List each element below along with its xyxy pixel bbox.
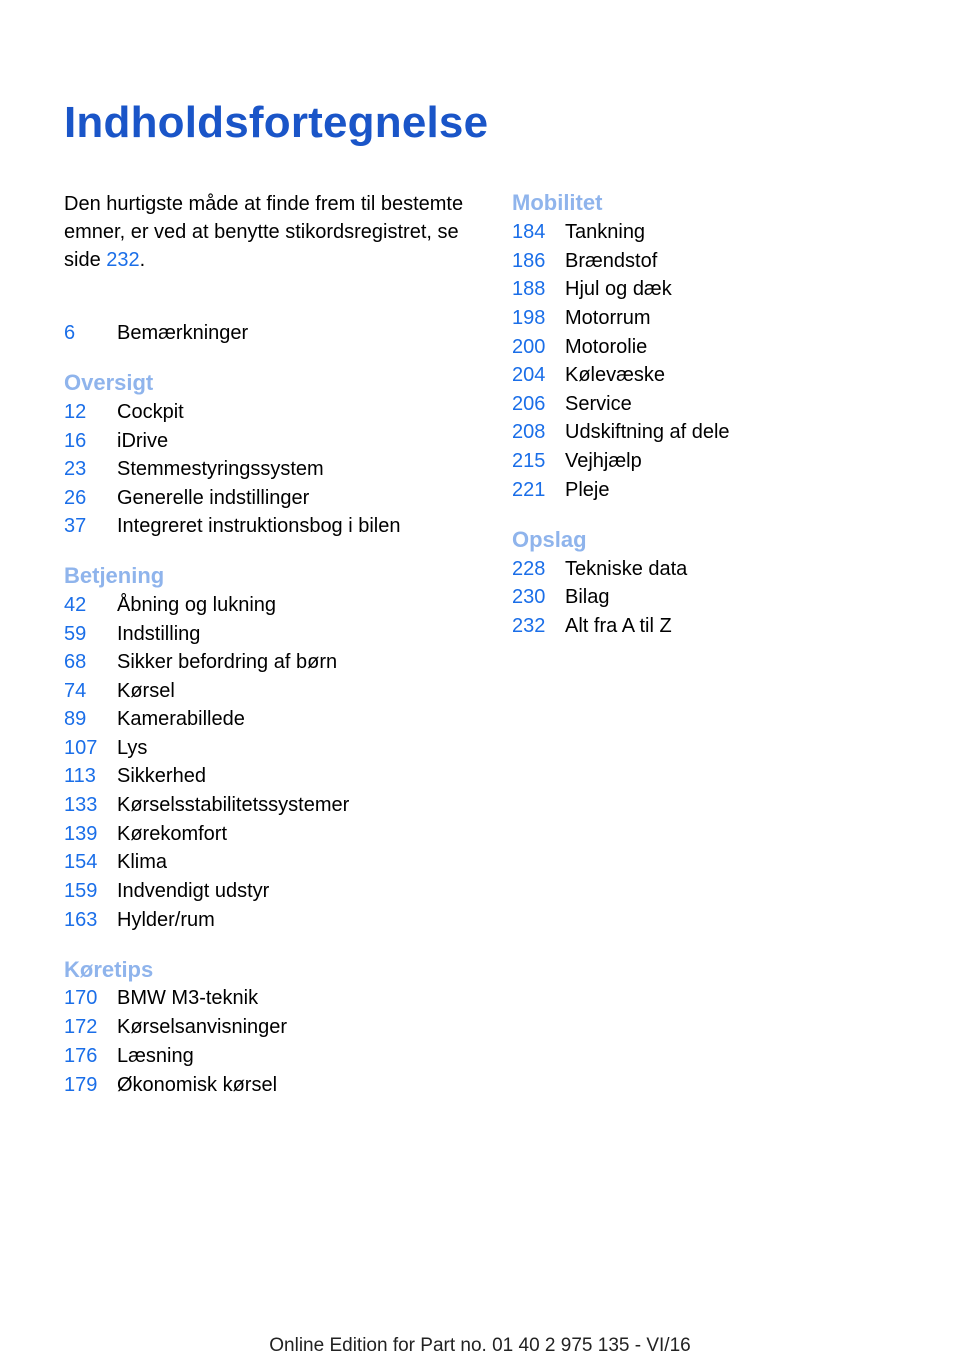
toc-entry-label[interactable]: Bilag xyxy=(565,586,610,608)
toc-entry-label[interactable]: Alt fra A til Z xyxy=(565,615,672,637)
intro-page-link[interactable]: 232 xyxy=(106,249,140,271)
toc-entry-label[interactable]: Hjul og dæk xyxy=(565,278,672,300)
intro-paragraph xyxy=(64,190,484,274)
toc-entry-label[interactable]: Indstilling xyxy=(117,623,201,645)
section-heading-betjening: Betjening xyxy=(64,563,165,588)
toc-page-number[interactable]: 107 xyxy=(64,737,98,759)
toc-entry-label[interactable]: Indvendigt udstyr xyxy=(117,880,270,902)
toc-page-number[interactable]: 42 xyxy=(64,594,87,616)
section-heading-mobilitet: Mobilitet xyxy=(512,190,603,215)
toc-entry-label[interactable]: Generelle indstillinger xyxy=(117,487,310,509)
toc-page-number[interactable]: 37 xyxy=(64,515,87,537)
toc-page-number[interactable]: 16 xyxy=(64,430,87,452)
toc-page-number[interactable]: 74 xyxy=(64,680,87,702)
toc-page-number[interactable]: 170 xyxy=(64,987,98,1009)
toc-page-number[interactable]: 179 xyxy=(64,1074,98,1096)
toc-page-number[interactable]: 113 xyxy=(64,765,96,787)
toc-entry-label[interactable]: Kølevæske xyxy=(565,364,666,386)
toc-entry-label[interactable]: Hylder/rum xyxy=(117,909,215,931)
toc-entry-label[interactable]: Kørselsanvisninger xyxy=(117,1016,288,1038)
toc-page-number[interactable]: 154 xyxy=(64,851,98,873)
toc-page-number[interactable]: 232 xyxy=(512,615,546,637)
toc-page-number[interactable]: 204 xyxy=(512,364,546,386)
toc-page-number[interactable]: 176 xyxy=(64,1045,98,1067)
toc-entry-label[interactable]: BMW M3-teknik xyxy=(117,987,259,1009)
toc-entry-label[interactable]: Læsning xyxy=(117,1045,194,1067)
toc-page-number[interactable]: 230 xyxy=(512,586,546,608)
toc-page-number[interactable]: 89 xyxy=(64,708,87,730)
toc-page-number[interactable]: 6 xyxy=(64,322,76,344)
toc-page-number[interactable]: 23 xyxy=(64,458,87,480)
toc-entry-label[interactable]: Lys xyxy=(117,737,148,759)
toc-page-number[interactable]: 163 xyxy=(64,909,98,931)
toc-page-number[interactable]: 200 xyxy=(512,336,546,358)
section-heading-oversigt: Oversigt xyxy=(64,370,154,395)
toc-page-number[interactable]: 59 xyxy=(64,623,87,645)
toc-page-number[interactable]: 26 xyxy=(64,487,87,509)
toc-page-number[interactable]: 68 xyxy=(64,651,87,673)
toc-page-number[interactable]: 221 xyxy=(512,479,546,501)
toc-page-number[interactable]: 12 xyxy=(64,401,87,423)
toc-entry-label[interactable]: Brændstof xyxy=(565,250,658,272)
toc-page-number[interactable]: 228 xyxy=(512,558,546,580)
toc-entry-label[interactable]: Økonomisk kørsel xyxy=(117,1074,278,1096)
toc-page-number[interactable]: 186 xyxy=(512,250,546,272)
toc-page-number[interactable]: 159 xyxy=(64,880,98,902)
page-footer: Online Edition for Part no. 01 40 2 975 135 - VI/16 xyxy=(269,1335,691,1356)
page-title: Indholdsfortegnelse xyxy=(64,98,489,147)
intro-text: Den hurtigste måde at finde frem til bestemte emner, er ved at benytte stikordsregistret, se side xyxy=(64,193,464,271)
toc-entry-label[interactable]: Cockpit xyxy=(117,401,184,423)
toc-entry-label[interactable]: Stemmestyringssystem xyxy=(117,458,324,480)
toc-entry-label[interactable]: iDrive xyxy=(117,430,169,452)
toc-entry-label[interactable]: Kørsel xyxy=(117,680,175,702)
section-heading-koeretips: Køretips xyxy=(64,957,154,982)
toc-page-number[interactable]: 172 xyxy=(64,1016,98,1038)
toc-entry-label[interactable]: Service xyxy=(565,393,632,415)
toc-page-number[interactable]: 208 xyxy=(512,421,546,443)
toc-entry-label[interactable]: Kørekomfort xyxy=(117,823,228,845)
toc-entry-label[interactable]: Pleje xyxy=(565,479,610,501)
section-heading-opslag: Opslag xyxy=(512,527,587,552)
toc-page-number[interactable]: 139 xyxy=(64,823,98,845)
toc-entry-label[interactable]: Udskiftning af dele xyxy=(565,421,730,443)
toc-entry-label[interactable]: Åbning og lukning xyxy=(117,594,277,616)
toc-page-number[interactable]: 215 xyxy=(512,450,546,472)
intro-period: . xyxy=(139,249,146,271)
toc-page-number[interactable]: 198 xyxy=(512,307,546,329)
toc-entry-label[interactable]: Integreret instruktionsbog i bilen xyxy=(117,515,401,537)
toc-page-number[interactable]: 206 xyxy=(512,393,546,415)
toc-entry-label[interactable]: Kamerabillede xyxy=(117,708,245,730)
toc-entry-label[interactable]: Sikkerhed xyxy=(117,765,206,787)
toc-entry-label[interactable]: Motorrum xyxy=(565,307,651,329)
toc-entry-label[interactable]: Vejhjælp xyxy=(565,450,642,472)
toc-entry-label[interactable]: Sikker befordring af børn xyxy=(117,651,338,673)
toc-entry-label[interactable]: Tekniske data xyxy=(565,558,688,580)
toc-page-number[interactable]: 133 xyxy=(64,794,98,816)
toc-entry-label[interactable]: Tankning xyxy=(565,221,646,243)
toc-entry-label[interactable]: Bemærkninger xyxy=(117,322,249,344)
toc-entry-label[interactable]: Kørselsstabilitetssystemer xyxy=(117,794,350,816)
toc-page-number[interactable]: 184 xyxy=(512,221,546,243)
toc-entry-label[interactable]: Motorolie xyxy=(565,336,648,358)
toc-entry-label[interactable]: Klima xyxy=(117,851,168,873)
toc-page-number[interactable]: 188 xyxy=(512,278,546,300)
